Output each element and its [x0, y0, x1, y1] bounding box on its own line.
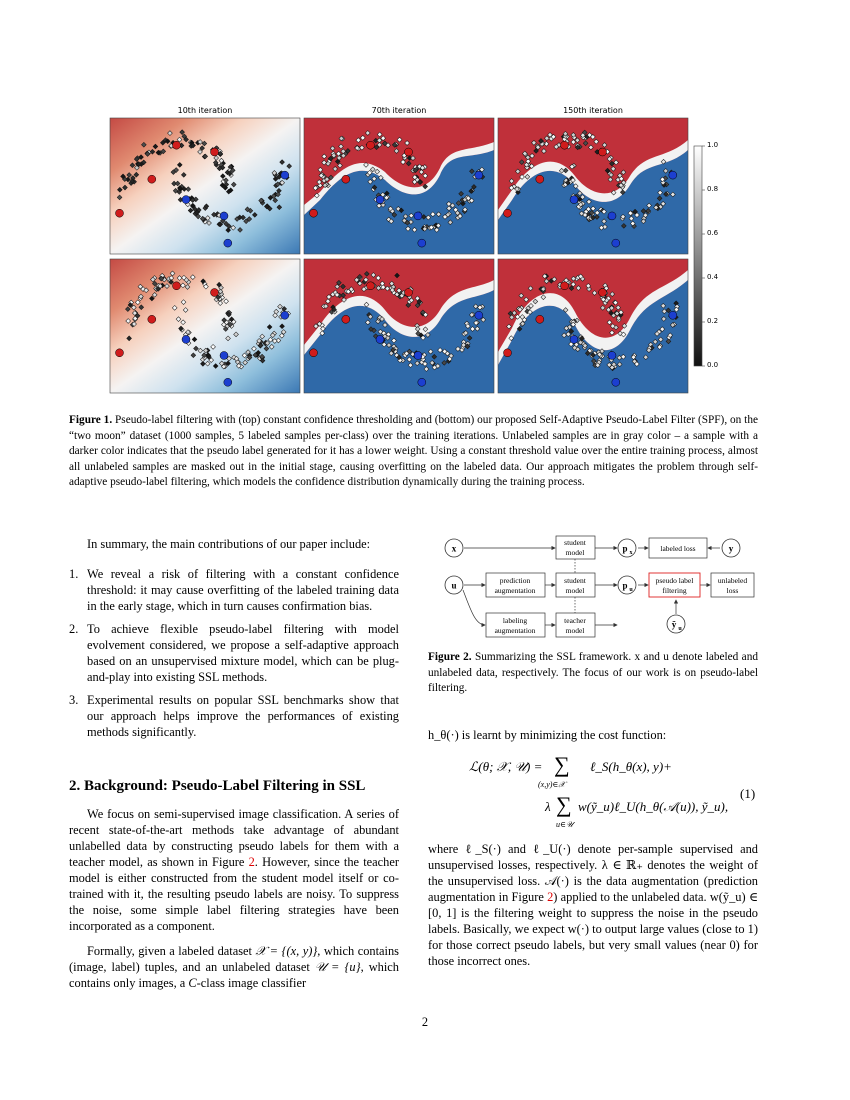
- eq-term1: ℓ_S(h_θ(x), y)+: [590, 759, 672, 774]
- node-student-top: student: [564, 538, 586, 547]
- node-labeling-aug: labeling: [502, 616, 528, 625]
- contribution-num: 2.: [69, 622, 79, 636]
- eq-sum1: ∑: [554, 752, 570, 777]
- labeled-point: [405, 148, 413, 156]
- colorbar: [694, 146, 702, 366]
- colorbar-tick-0: 0.0: [707, 361, 719, 369]
- figure2-caption-label: Figure 2.: [428, 651, 472, 663]
- node-yu: ỹ: [671, 619, 677, 630]
- node-x: x: [451, 543, 457, 554]
- labeled-point: [281, 311, 289, 319]
- labeled-point: [608, 351, 616, 359]
- node-student-mid: student: [564, 576, 586, 585]
- node-pu: p: [622, 580, 628, 591]
- labeled-point: [224, 239, 232, 247]
- eq-sum1-sub: (x,y)∈𝒳: [538, 780, 566, 789]
- labeled-point: [376, 196, 384, 204]
- figure2-diagram: [430, 530, 760, 645]
- figure2-caption: [428, 650, 758, 697]
- labeled-point: [182, 196, 190, 204]
- node-labeling-aug-2: augmentation: [494, 626, 536, 635]
- labeled-point: [669, 171, 677, 179]
- node-u: u: [451, 580, 457, 591]
- contribution-num: 1.: [69, 567, 79, 581]
- labeled-point: [220, 351, 228, 359]
- labeled-point: [418, 239, 426, 247]
- node-prediction-aug: prediction: [499, 576, 531, 585]
- labeled-point: [148, 175, 156, 183]
- figure1-caption: [69, 413, 758, 491]
- contribution-item: [69, 621, 399, 685]
- colorbar-tick-04: 0.4: [707, 273, 719, 281]
- labeled-point: [475, 171, 483, 179]
- page-number: 2: [421, 1015, 429, 1029]
- labeled-point: [342, 175, 350, 183]
- contribution-text: We reveal a risk of filtering with a constant confidence threshold: it may cause overfitting of the labeled training data in the early stage, which in turn causes confirmation bias.: [87, 567, 399, 613]
- labeled-point: [504, 209, 512, 217]
- labeled-point: [414, 351, 422, 359]
- labeled-point: [310, 209, 318, 217]
- labeled-point: [536, 315, 544, 323]
- background-para-1: We focus on semi-supervised image classification. A series of recent state-of-the-art methods take advantage of abundant unlabelled data by constructing pseudo labels for them with a teacher model, as shown in Figure 2. However, since the teacher model is either constructed from the student model itself or co-trained with it, the resulting pseudo labels are noisy. To suppress the noise, some simple label filtering strategies have been incorporated as a component.: [69, 807, 399, 933]
- node-student-mid-model: model: [565, 586, 585, 595]
- labeled-point: [376, 335, 384, 343]
- eq-lambda: λ: [545, 799, 551, 814]
- node-yu-sub: u: [678, 626, 682, 632]
- labeled-point: [608, 212, 616, 220]
- panel-bottom-10th: [110, 259, 300, 393]
- colorbar-tick-02: 0.2: [707, 317, 719, 325]
- labeled-point: [669, 311, 677, 319]
- node-student-top-model: model: [565, 548, 585, 557]
- panel-top-10th: [110, 118, 300, 254]
- labeled-point: [116, 209, 124, 217]
- labeled-point: [561, 141, 569, 149]
- figure1-panels: [0, 0, 850, 400]
- labeled-point: [418, 378, 426, 386]
- labeled-point: [342, 315, 350, 323]
- eq-sum2-sub: u∈𝒰: [556, 820, 574, 829]
- labeled-point: [173, 141, 181, 149]
- eq-number: (1): [740, 786, 756, 801]
- labeled-point: [536, 175, 544, 183]
- contribution-text: To achieve flexible pseudo-label filtering with model evolvement considered, we propose a self-adaptive approach based on an unsupervised mixture model, which can be plug-and-play into existing SSL methods.: [87, 622, 399, 684]
- cost-function-explanation: where ℓ_S(·) and ℓ_U(·) denote per-sample supervised and unsupervised losses, respectively. λ ∈ ℝ₊ denotes the weight of the unsupervised loss. 𝒜(·) is the data augmentation (prediction augmentation in Figure 2) applied to the unlabeled data. w(ỹ_u) ∈ [0, 1] is the filtering weight to suppress the noise in the pseudo labels. Basically, we expect w(·) to output large values (close to 1) for those correct pseudo labels, but very small values (near 0) for those incorrect ones.: [428, 842, 758, 968]
- labeled-point: [570, 196, 578, 204]
- labeled-point: [281, 171, 289, 179]
- labeled-point: [211, 148, 219, 156]
- node-teacher-model: model: [565, 626, 585, 635]
- labeled-point: [561, 282, 569, 290]
- labeled-point: [211, 289, 219, 297]
- figure1-caption-text: Pseudo-label filtering with (top) constant confidence thresholding and (bottom) our proposed Self-Adaptive Pseudo-Label Filter (SPF), on the “two moon” dataset (1000 samples, 5 labeled samples per-class) over the training iterations. Unlabeled samples are in gray color – a sample with a darker color indicates that the pseudo label generated for it has a lower weight. Using a constant threshold value over the entire training process, almost all unlabeled samples are masked out in the initial stage, causing overfitting on the labeled data. Our approach mitigates the problem through self-adaptive pseudo-label filtering, which models the confidence distribution dynamically during the training process.: [69, 414, 758, 489]
- figure2-caption-text: Summarizing the SSL framework. x and u denote labeled and unlabeled data, respectively. The focus of our work is on pseudo-label filtering.: [428, 651, 758, 695]
- colorbar-tick-06: 0.6: [707, 229, 719, 237]
- labeled-point: [599, 148, 607, 156]
- section-title: 2. Background: Pseudo-Label Filtering in SSL: [69, 778, 366, 794]
- figure-ref-link[interactable]: 2: [248, 855, 255, 869]
- node-pseudo-label-filtering-2: filtering: [662, 586, 687, 595]
- labeled-point: [414, 212, 422, 220]
- labeled-point: [116, 349, 124, 357]
- panel-bottom-150th: [498, 259, 688, 393]
- node-pseudo-label-filtering: pseudo label: [655, 576, 694, 585]
- labeled-point: [224, 378, 232, 386]
- labeled-point: [182, 335, 190, 343]
- node-unlabeled-loss: unlabeled: [717, 576, 748, 585]
- panel-title-10th: 10th iteration: [177, 106, 233, 115]
- labeled-point: [367, 282, 375, 290]
- contribution-item: [69, 692, 399, 740]
- contrib-intro: In summary, the main contributions of our paper include:: [87, 537, 371, 551]
- colorbar-tick-1: 1.0: [707, 141, 719, 149]
- contribution-item: [69, 566, 399, 614]
- labeled-point: [310, 349, 318, 357]
- node-prediction-aug-2: augmentation: [494, 586, 536, 595]
- labeled-point: [367, 141, 375, 149]
- node-px: p: [622, 543, 628, 554]
- node-pu-sub: u: [629, 587, 633, 593]
- labeled-point: [599, 289, 607, 297]
- contribution-num: 3.: [69, 693, 79, 707]
- node-teacher: teacher: [564, 616, 586, 625]
- contribution-text: Experimental results on popular SSL benchmarks show that our approach helps improve the performances of existing methods significantly.: [87, 693, 399, 739]
- labeled-point: [173, 282, 181, 290]
- cost-function-lead: h_θ(·) is learnt by minimizing the cost function:: [428, 728, 667, 742]
- eq-term2: w(ỹ_u)ℓ_U(h_θ(𝒜(u)), ỹ_u),: [578, 799, 729, 814]
- labeled-point: [570, 335, 578, 343]
- eq-sum2: ∑: [556, 792, 572, 817]
- node-y: y: [728, 543, 734, 554]
- labeled-point: [475, 311, 483, 319]
- node-unlabeled-loss-2: loss: [726, 586, 739, 595]
- contributions-list: [69, 566, 399, 747]
- node-labeled-loss: labeled loss: [660, 544, 696, 553]
- colorbar-tick-08: 0.8: [707, 185, 719, 193]
- labeled-point: [612, 378, 620, 386]
- eq-lhs: ℒ(θ; 𝒳, 𝒰) =: [469, 759, 543, 774]
- figure-ref-link[interactable]: 2: [547, 890, 554, 904]
- background-para-2: Formally, given a labeled dataset 𝒳 = {(x, y)}, which contains (image, label) tuples, and an unlabeled dataset 𝒰 = {u}, which contains only images, a C-class image classifier: [69, 944, 399, 990]
- labeled-point: [612, 239, 620, 247]
- panel-title-150th: 150th iteration: [563, 106, 623, 115]
- figure1-caption-label: Figure 1.: [69, 414, 113, 426]
- labeled-point: [405, 289, 413, 297]
- labeled-point: [504, 349, 512, 357]
- labeled-point: [148, 315, 156, 323]
- labeled-point: [220, 212, 228, 220]
- node-px-sub: x: [629, 550, 633, 556]
- panel-title-70th: 70th iteration: [371, 106, 427, 115]
